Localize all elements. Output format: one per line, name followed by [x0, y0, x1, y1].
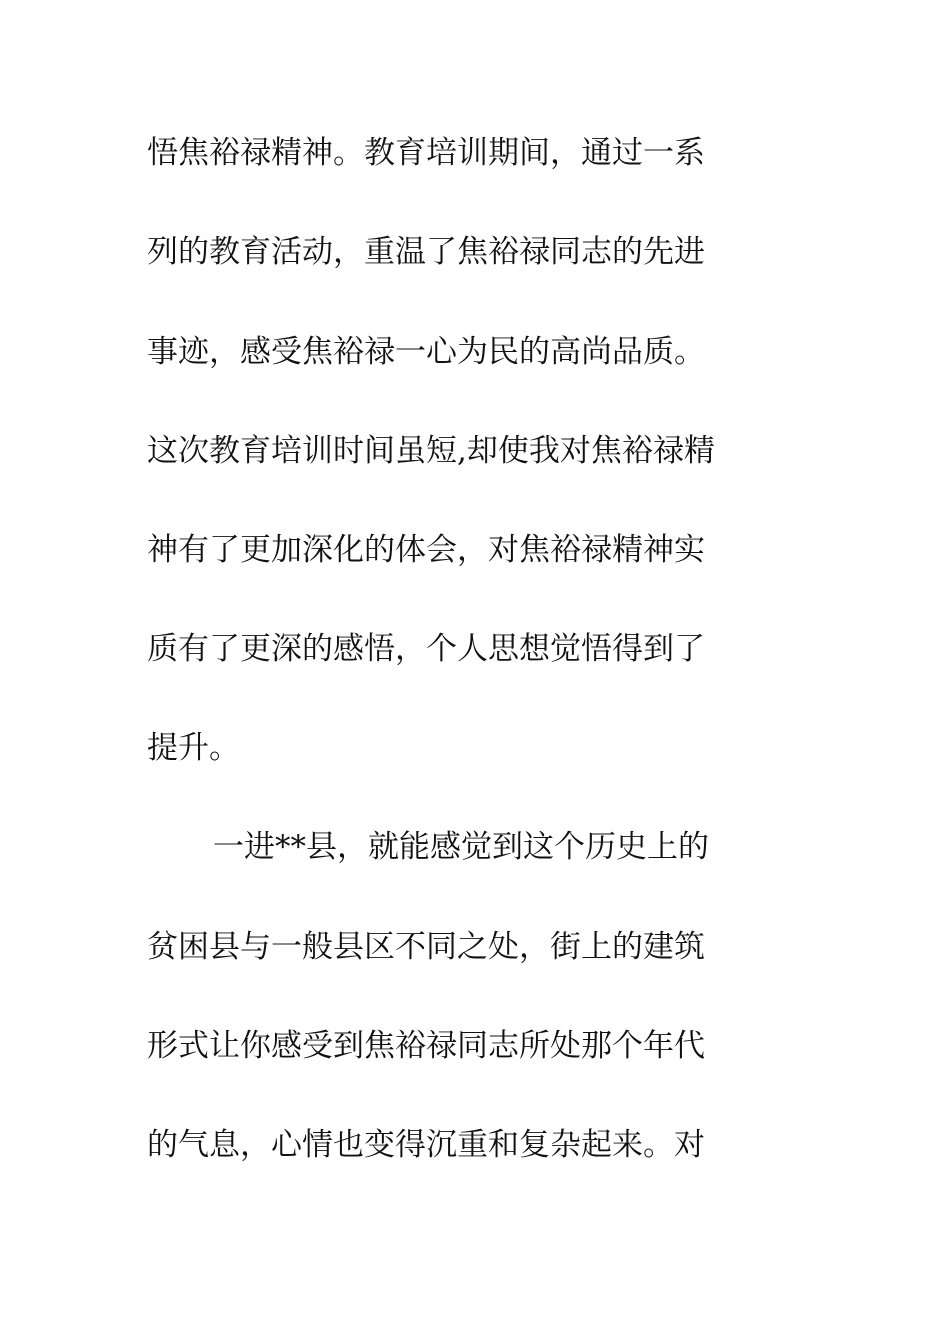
- paragraph-line: 提升。: [147, 730, 240, 766]
- paragraph-line: 列的教育活动，重温了焦裕禄同志的先进: [147, 234, 705, 270]
- paragraph-line: 的气息，心情也变得沉重和复杂起来。对: [147, 1127, 705, 1163]
- paragraph-line: 一进**县，就能感觉到这个历史上的: [213, 829, 709, 865]
- paragraph-line: 这次教育培训时间虽短,却使我对焦裕禄精: [147, 433, 715, 469]
- paragraph-line: 悟焦裕禄精神。教育培训期间，通过一系: [147, 135, 705, 171]
- paragraph-line: 神有了更加深化的体会，对焦裕禄精神实: [147, 532, 705, 568]
- paragraph-line: 贫困县与一般县区不同之处，街上的建筑: [147, 929, 705, 965]
- paragraph-line: 事迹，感受焦裕禄一心为民的高尚品质。: [147, 334, 705, 370]
- paragraph-line: 质有了更深的感悟，个人思想觉悟得到了: [147, 631, 705, 667]
- paragraph-line: 形式让你感受到焦裕禄同志所处那个年代: [147, 1028, 705, 1064]
